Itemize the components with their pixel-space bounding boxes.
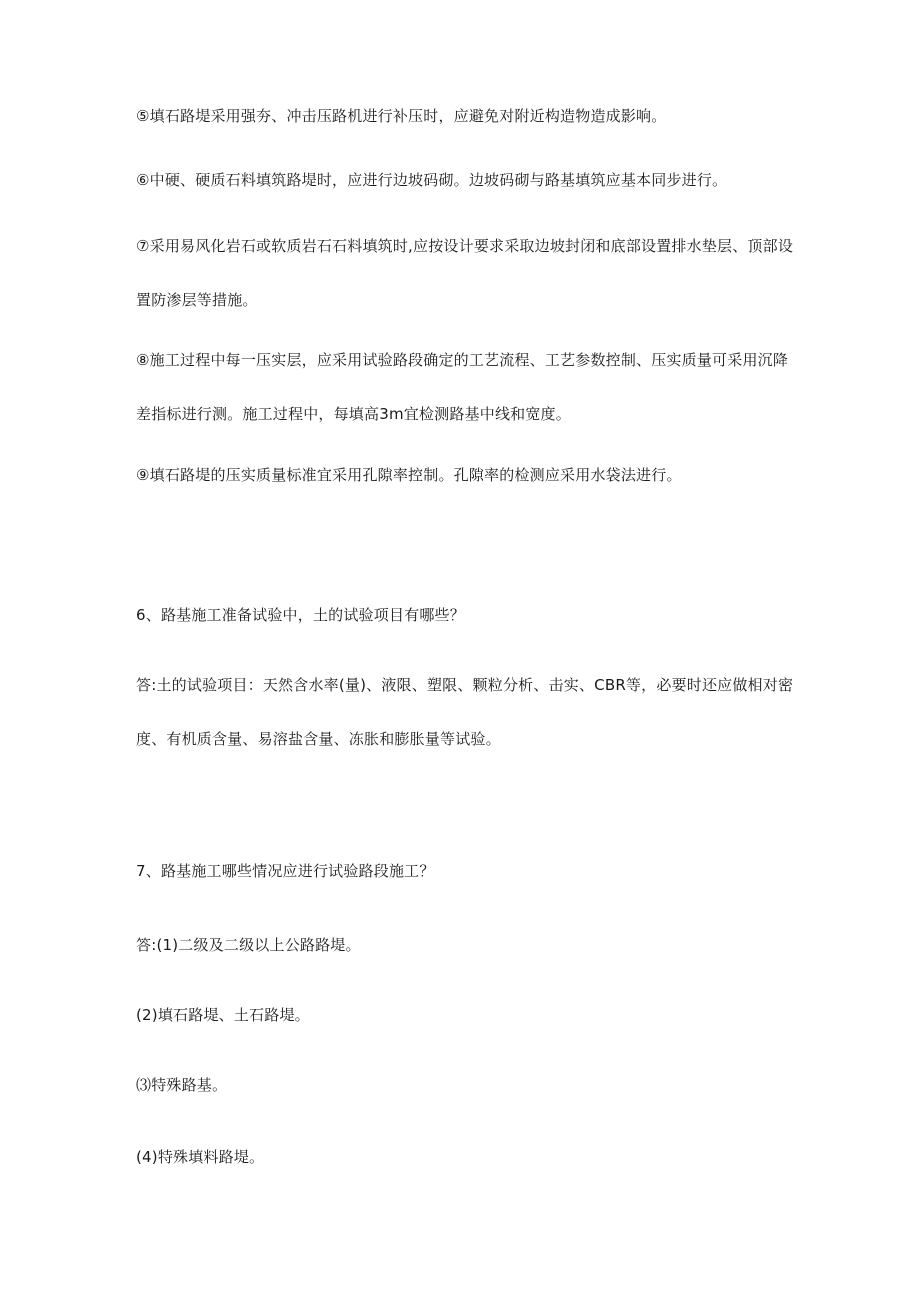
question-7: 7、路基施工哪些情况应进行试验路段施工？ [136,862,435,880]
answer-7-item-2: (2)填石路堤、土石路堤。 [136,1006,310,1024]
paragraph-item-6: ⑥中硬、硬质石料填筑路堤时，应进行边坡码砌。边坡码砌与路基填筑应基本同步进行。 [136,171,728,189]
answer-7-item-3: ⑶特殊路基。 [136,1076,228,1094]
question-6: 6、路基施工准备试验中，土的试验项目有哪些？ [136,606,465,624]
answer-6: 答:土的试验项目：天然含水率(量)、液限、塑限、颗粒分析、击实、CBR等，必要时还应做相对密度、有机质含量、易溶盐含量、冻胀和膨胀量等试验。 [136,676,794,748]
paragraph-item-8: ⑧施工过程中每一压实层，应采用试验路段确定的工艺流程、工艺参数控制、压实质量可采用沉降差指标进行测。施工过程中，每填高3m宜检测路基中线和宽度。 [136,351,789,423]
answer-7-item-4: (4)特殊填料路堤。 [136,1148,265,1166]
paragraph-item-7: ⑦采用易风化岩石或软质岩石石料填筑时,应按设计要求采取边坡封闭和底部设置排水垫层、顶部设置防渗层等措施。 [136,237,794,309]
answer-7-item-1: 答:(1)二级及二级以上公路路堤。 [136,936,361,954]
paragraph-item-5: ⑤填石路堤采用强夯、冲击压路机进行补压时，应避免对附近构造物造成影响。 [136,107,667,125]
paragraph-item-9: ⑨填石路堤的压实质量标准宜采用孔隙率控制。孔隙率的检测应采用水袋法进行。 [136,466,682,484]
